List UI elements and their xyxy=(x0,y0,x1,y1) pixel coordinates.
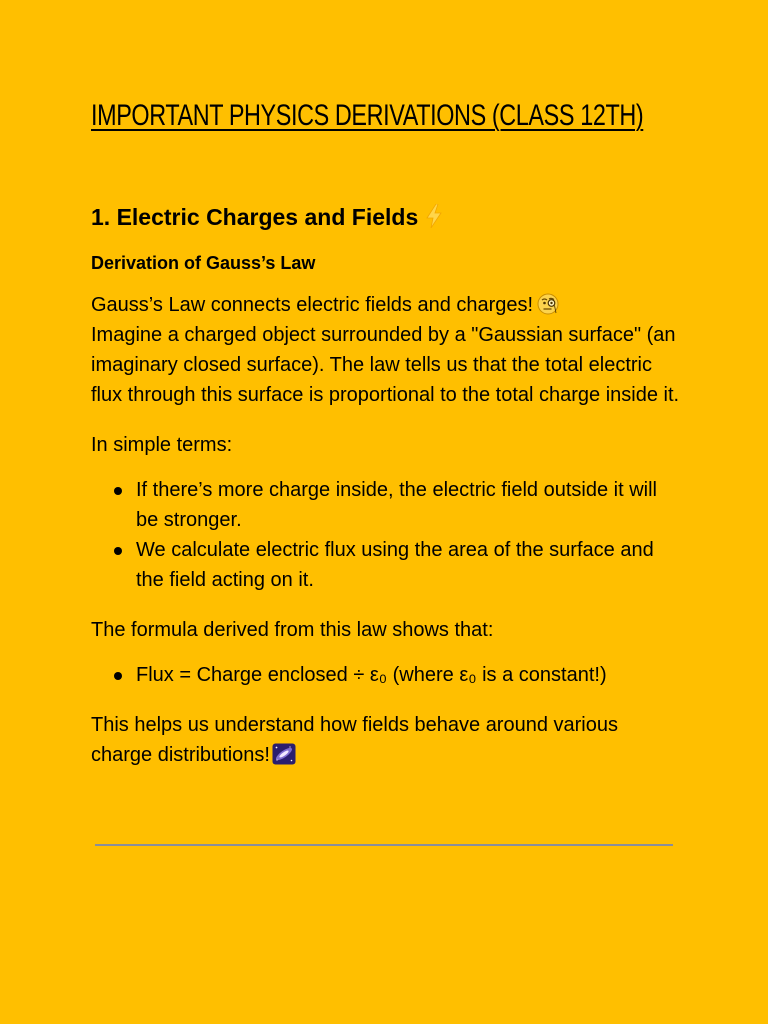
formula-intro: The formula derived from this law shows that: xyxy=(91,619,494,641)
bullet-dot xyxy=(114,487,122,495)
document-title: IMPORTANT PHYSICS DERIVATIONS (CLASS 12TH) xyxy=(91,99,644,132)
milky-way-icon xyxy=(272,743,296,765)
list-item-text: Flux = Charge enclosed ÷ ε₀ (where ε₀ is a constant!) xyxy=(136,664,607,686)
formula-list xyxy=(91,660,691,690)
list-item-text: We calculate electric flux using the area of the surface and the field acting on it. xyxy=(136,539,654,591)
intro-paragraph xyxy=(91,290,681,410)
document-page xyxy=(91,96,691,770)
monocle-face-icon xyxy=(537,293,559,315)
subheading: Derivation of Gauss’s Law xyxy=(91,253,316,273)
bullet-dot xyxy=(114,672,122,680)
list-item xyxy=(91,475,681,535)
list-item-text: If there’s more charge inside, the electric field outside it will be stronger. xyxy=(136,479,657,531)
section-heading-text: 1. Electric Charges and Fields xyxy=(91,204,419,230)
closing-paragraph xyxy=(91,710,681,770)
closing-text: This helps us understand how fields behave around various charge distributions! xyxy=(91,714,618,766)
section-divider xyxy=(95,844,673,846)
simple-terms-label: In simple terms: xyxy=(91,434,233,456)
intro-text-start: Gauss’s Law connects electric fields and charges! xyxy=(91,294,534,316)
section-heading xyxy=(91,202,691,232)
intro-text-rest: Imagine a charged object surrounded by a "Gaussian surface" (an imaginary closed surface). The law tells us that the total electric flux through this surface is proportional to the total charge inside it. xyxy=(91,324,680,406)
lightning-icon xyxy=(426,204,442,228)
bullet-dot xyxy=(114,547,122,555)
simple-terms-list xyxy=(91,475,691,595)
list-item xyxy=(91,660,681,690)
list-item xyxy=(91,535,681,595)
